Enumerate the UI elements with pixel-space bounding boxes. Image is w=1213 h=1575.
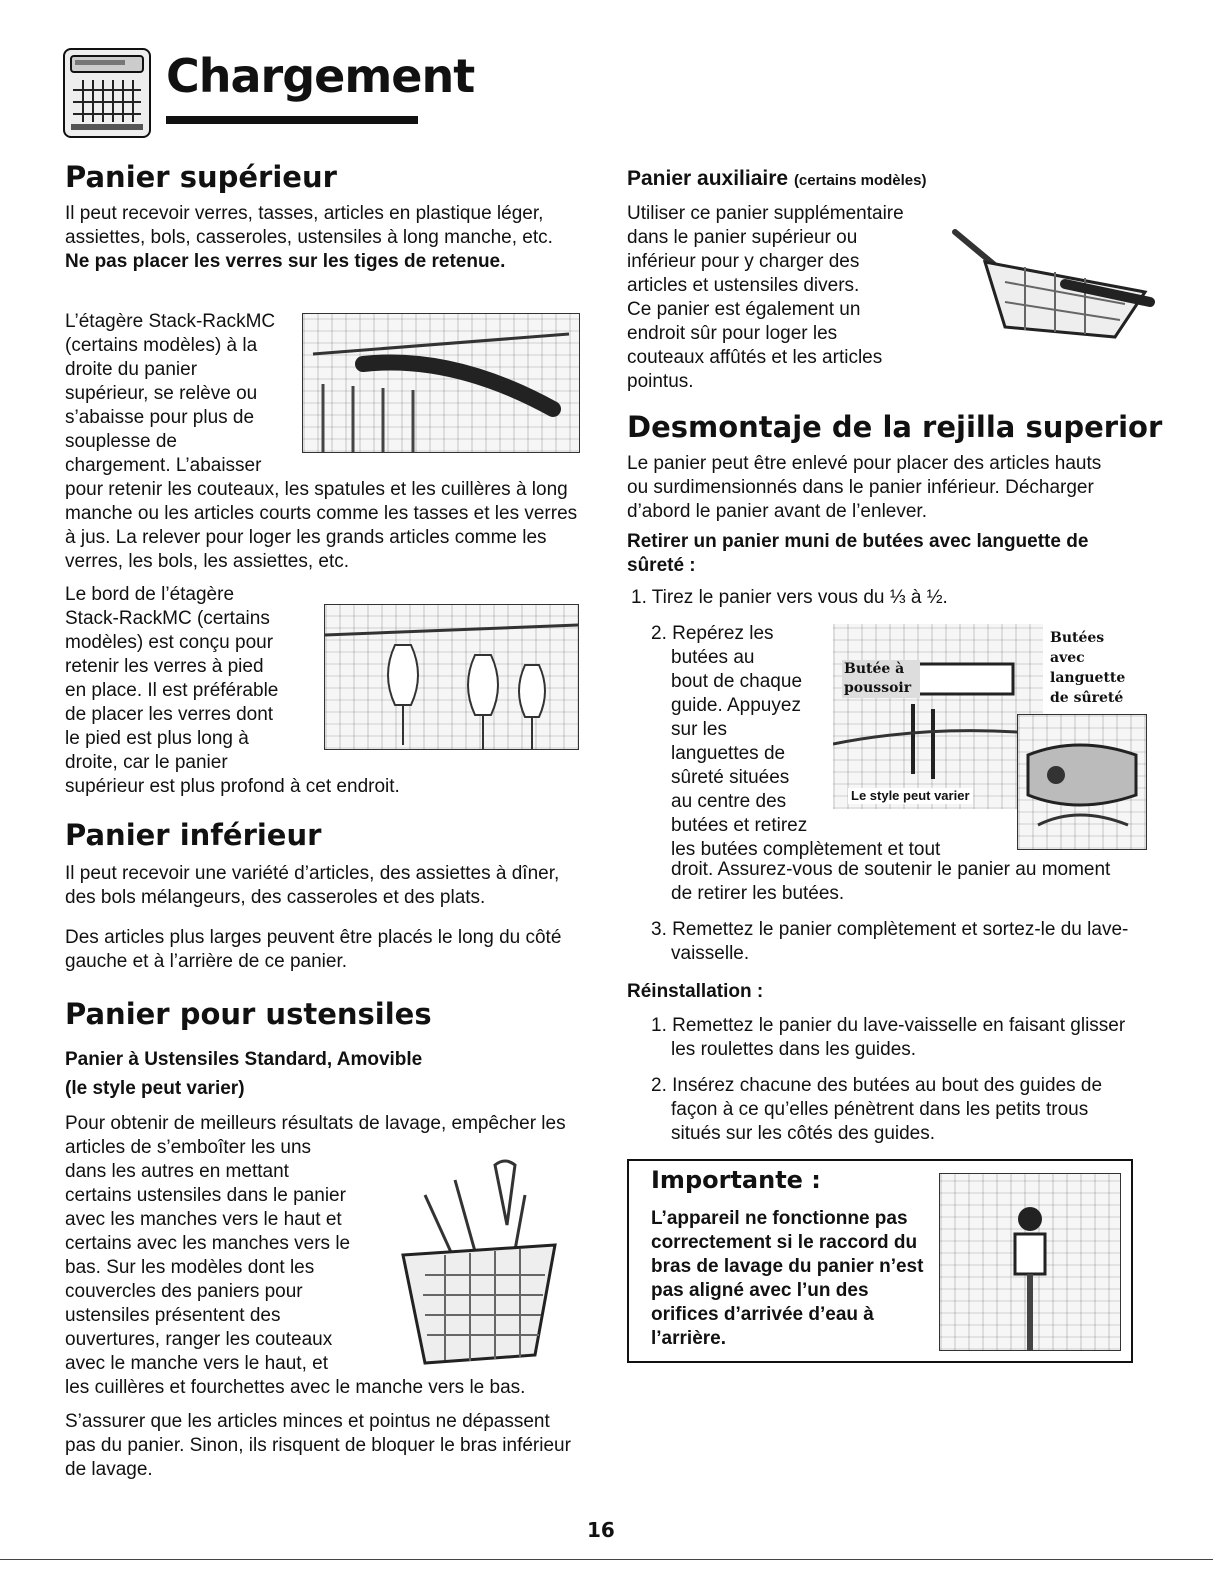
text-line: guide. Appuyez bbox=[671, 695, 801, 716]
heading-basket-removal: Desmontaje de la rejilla superior bbox=[627, 410, 1163, 444]
dishwasher-icon bbox=[65, 50, 149, 136]
text-line: butées et retirez bbox=[671, 815, 808, 836]
footer-rule bbox=[0, 1559, 1213, 1560]
stemware-rack-illustration bbox=[324, 604, 579, 750]
text-line: Stack-RackMC (certains bbox=[65, 608, 270, 629]
page-title: Chargement bbox=[166, 49, 475, 103]
callout-push-stop: Butée à poussoir bbox=[842, 660, 920, 698]
text-line: droite du panier bbox=[65, 359, 198, 380]
upper-basket-intro-text: Il peut recevoir verres, tasses, articles en plastique léger, assiettes, bols, casseroles, ustensiles à long manche, etc. bbox=[65, 203, 553, 248]
removal-p1: Le panier peut être enlevé pour placer des articles hauts ou surdimensionnés dans le panier inférieur. Décharger d’abord le panier avant de l’enlever. bbox=[627, 453, 1102, 522]
text-line: 2. Repérez les bbox=[651, 623, 774, 644]
text-line: inférieur pour y charger des bbox=[627, 251, 860, 272]
important-heading: Importante : bbox=[651, 1166, 821, 1194]
text-line: de placer les verres dont bbox=[65, 704, 274, 725]
reinstall-step1: 1. Remettez le panier du lave-vaisselle en faisant glisser les roulettes dans les guides. bbox=[651, 1015, 1126, 1060]
removal-step3: 3. Remettez le panier complètement et sortez-le du lave-vaisselle. bbox=[651, 919, 1129, 964]
text-line: souplesse de bbox=[65, 431, 177, 452]
utensil-basket-illustration bbox=[385, 1155, 575, 1370]
removal-step2-rest: droit. Assurez-vous de soutenir le panier au moment de retirer les butées. bbox=[671, 859, 1111, 904]
text-line: Ce panier est également un bbox=[627, 299, 861, 320]
spray-arm-drawing bbox=[940, 1174, 1120, 1350]
text-line: bout de chaque bbox=[671, 671, 803, 692]
text-line: articles et ustensiles divers. bbox=[627, 275, 860, 296]
stack-rack-drawing bbox=[303, 314, 579, 452]
text-line: Utiliser ce panier supplémentaire bbox=[627, 203, 904, 224]
text-line: sur les bbox=[671, 719, 727, 740]
text-line: pointus. bbox=[627, 371, 694, 392]
text-line: chargement. L’abaisser bbox=[65, 455, 262, 476]
utensil-p1-lines bbox=[65, 1160, 385, 1376]
text-line: couteaux affûtés et les articles bbox=[627, 347, 883, 368]
utensil-p1-top: Pour obtenir de meilleurs résultats de lavage, empêcher les articles de s’emboîter les uns bbox=[65, 1113, 566, 1158]
safety-tab-closeup bbox=[1017, 714, 1147, 850]
text-line: butées au bbox=[671, 647, 755, 668]
utensil-subheading bbox=[65, 1045, 585, 1103]
text-line: retenir les verres à pied bbox=[65, 656, 264, 677]
text-line: les butées complètement et tout bbox=[671, 839, 941, 860]
heading-utensil-basket: Panier pour ustensiles bbox=[65, 997, 432, 1031]
basket-stop-drawing bbox=[833, 624, 1043, 809]
title-underline bbox=[166, 116, 418, 124]
utensil-p2: S’assurer que les articles minces et pointus ne dépassent pas du panier. Sinon, ils risquent de bloquer le bras inférieur de lavage. bbox=[65, 1411, 571, 1480]
callout-safety-stops: Butées avec languette de sûreté bbox=[1050, 630, 1126, 706]
lower-basket-p2: Des articles plus larges peuvent être placés le long du côté gauche et à l’arrière de ce panier. bbox=[65, 927, 562, 972]
aux-basket-drawing bbox=[945, 212, 1155, 347]
lower-basket-p1: Il peut recevoir une variété d’articles, des assiettes à dîner, des bols mélangeurs, des casseroles et des plats. bbox=[65, 863, 560, 908]
stack-rack-illustration bbox=[302, 313, 580, 453]
reinstall-step2: 2. Insérez chacune des butées au bout des guides de façon à ce qu’elles pénètrent dans les petits trous situés sur les côtés des guides. bbox=[651, 1075, 1103, 1144]
safety-tab-drawing bbox=[1018, 715, 1146, 849]
stack-rack-text bbox=[65, 310, 300, 478]
removal-step1: 1. Tirez le panier vers vous du ⅓ à ½. bbox=[631, 587, 948, 608]
text-line: avec le manche vers le haut, et bbox=[65, 1353, 328, 1374]
text-line: Le bord de l’étagère bbox=[65, 584, 235, 605]
text-line: dans le panier supérieur ou bbox=[627, 227, 858, 248]
page-number: 16 bbox=[587, 1518, 615, 1542]
text-line: certains avec les manches vers le bbox=[65, 1233, 351, 1254]
text-line: s’abaisse pour plus de bbox=[65, 407, 255, 428]
stack-rack-text-continued: pour retenir les couteaux, les spatules et les cuillères à long manche ou les articles courts comme les tasses et les verres à jus. La relever pour loger les grands articles comme les verres, les bols, les assiettes, etc. bbox=[65, 479, 578, 572]
text-line: couvercles des paniers pour bbox=[65, 1281, 303, 1302]
text-line: (certains modèles) à la bbox=[65, 335, 258, 356]
text-line: le pied est plus long à bbox=[65, 728, 249, 749]
text-line: sûreté situées bbox=[671, 767, 790, 788]
aux-basket-text bbox=[627, 202, 947, 394]
utensil-subheading-line2: (le style peut varier) bbox=[65, 1078, 245, 1099]
heading-lower-basket: Panier inférieur bbox=[65, 818, 322, 852]
text-line: droite, car le panier bbox=[65, 752, 228, 773]
style-may-vary-note: Le style peut varier bbox=[848, 788, 973, 804]
basket-stop-illustration bbox=[833, 624, 1043, 809]
text-line: certains ustensiles dans le panier bbox=[65, 1185, 346, 1206]
text-line: au centre des bbox=[671, 791, 787, 812]
heading-upper-basket: Panier supérieur bbox=[65, 160, 337, 194]
utensil-subheading-line1: Panier à Ustensiles Standard, Amovible bbox=[65, 1049, 423, 1070]
removal-subheading: Retirer un panier muni de butées avec languette de sûreté : bbox=[627, 531, 1089, 576]
spray-arm-illustration bbox=[939, 1173, 1121, 1351]
heading-aux-basket bbox=[627, 166, 926, 194]
aux-basket-heading-text: Panier auxiliaire bbox=[627, 167, 789, 190]
text-line: languettes de bbox=[671, 743, 786, 764]
text-line: bas. Sur les modèles dont les bbox=[65, 1257, 315, 1278]
reinstall-heading: Réinstallation : bbox=[627, 981, 764, 1002]
text-line: modèles) est conçu pour bbox=[65, 632, 274, 653]
text-line: ustensiles présentent des bbox=[65, 1305, 281, 1326]
important-text: L’appareil ne fonctionne pas correctement si le raccord du bras de lavage du panier n’est pas aligné avec l’un des orifices d’arrivée d’eau à l’arrière. bbox=[651, 1208, 924, 1349]
stack-rack-edge-continued: supérieur est plus profond à cet endroit. bbox=[65, 776, 400, 797]
text-line: endroit sûr pour loger les bbox=[627, 323, 838, 344]
text-line: dans les autres en mettant bbox=[65, 1161, 289, 1182]
aux-basket-illustration bbox=[945, 212, 1155, 347]
text-line: ouvertures, ranger les couteaux bbox=[65, 1329, 333, 1350]
header-icon-box bbox=[63, 48, 151, 138]
text-line: L’étagère Stack-RackMC bbox=[65, 311, 276, 332]
text-line: supérieur, se relève ou bbox=[65, 383, 258, 404]
utensil-p1-rest: les cuillères et fourchettes avec le manche vers le bas. bbox=[65, 1377, 526, 1398]
stemware-drawing bbox=[325, 605, 578, 749]
aux-basket-heading-note: (certains modèles) bbox=[793, 172, 927, 189]
text-line: en place. Il est préférable bbox=[65, 680, 279, 701]
text-line: avec les manches vers le haut et bbox=[65, 1209, 342, 1230]
upper-basket-intro bbox=[65, 202, 575, 274]
utensil-basket-drawing bbox=[385, 1155, 575, 1370]
stack-rack-edge-text bbox=[65, 583, 320, 775]
important-box bbox=[627, 1159, 1133, 1363]
upper-basket-warning: Ne pas placer les verres sur les tiges de retenue. bbox=[65, 251, 506, 272]
